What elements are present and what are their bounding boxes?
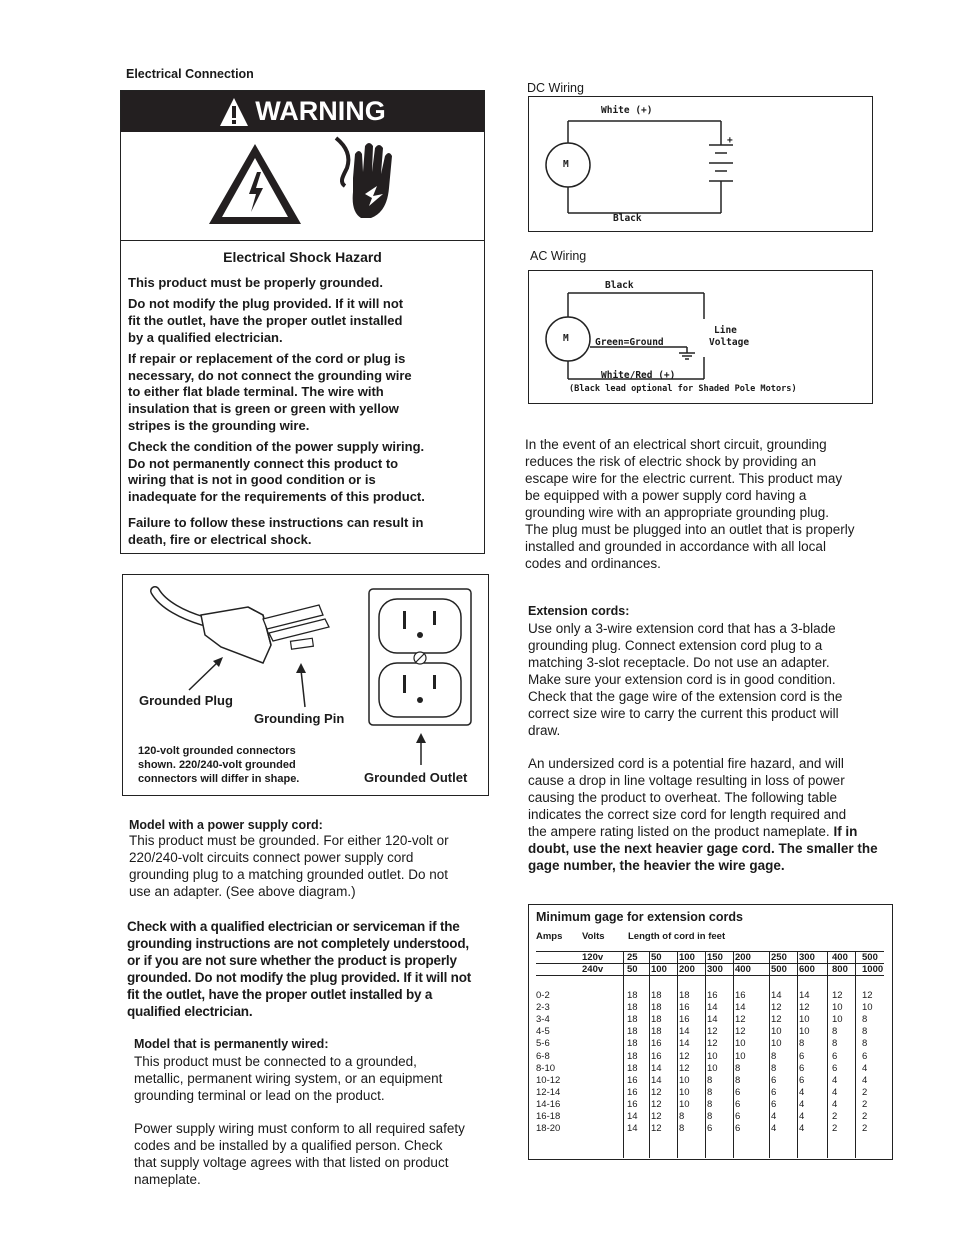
gage-cell: 2: [832, 1111, 838, 1122]
text-line: Check with a qualified electrician or serviceman if the: [127, 919, 460, 934]
text-line: use an adapter. (See above diagram.): [129, 884, 356, 899]
gage-cell: 12: [679, 1062, 690, 1074]
warning-line: fit the outlet, have the proper outlet installed: [128, 313, 403, 328]
warning-label: WARNING: [255, 96, 386, 126]
ac-motor-label: M: [563, 333, 569, 344]
gage-cell: 12: [707, 1038, 718, 1050]
gage-cell: 18: [651, 1002, 662, 1014]
text-line: be equipped with a power supply cord having a: [525, 488, 807, 503]
text-line: grounded. Do not modify the plug provided. If it will not: [127, 970, 472, 985]
amps-cell: 2-3: [536, 1002, 550, 1014]
connector-note-line: connectors will differ in shape.: [138, 773, 300, 785]
gage-cell: 18: [627, 1062, 638, 1074]
ac-wiring-diagram: [528, 270, 873, 404]
gage-cell: 10: [771, 1038, 782, 1050]
text-line: reduces the risk of electric shock by providing an: [525, 454, 817, 469]
gage-cell: 8: [707, 1111, 713, 1122]
gage-cell: 12: [799, 1002, 810, 1014]
amps-cell: 18-20: [536, 1123, 561, 1135]
shock-hazard-icon: [121, 132, 484, 240]
length-120-cell: 500: [862, 952, 878, 963]
text-line: Use only a 3-wire extension cord that has a 3-blade: [528, 621, 836, 636]
volts-header: Volts: [582, 931, 605, 942]
gage-cell: 8: [771, 1062, 777, 1074]
gage-cell: 10: [832, 1002, 843, 1014]
grounded-plug-label: Grounded Plug: [139, 693, 233, 708]
dc-wiring-title: DC Wiring: [527, 81, 584, 95]
table-column-divider: [827, 951, 828, 1158]
gage-cell: 2: [862, 1123, 868, 1135]
hand-shock-icon: [336, 138, 392, 218]
gage-cell: 14: [679, 1038, 690, 1050]
gage-cell: 4: [771, 1111, 777, 1122]
dc-wiring-diagram: [528, 96, 873, 232]
gage-cell: 16: [651, 1038, 662, 1050]
text-line: [528, 823, 878, 840]
amps-cell: 12-14: [536, 1086, 561, 1098]
text-line: The plug must be plugged into an outlet that is properly: [525, 522, 855, 537]
table-column-divider: [733, 951, 734, 1158]
text-line: cause a drop in line voltage resulting in loss of power: [528, 773, 845, 788]
warning-line: If repair or replacement of the cord or plug is: [128, 351, 406, 366]
dc-circuit: [529, 97, 872, 231]
gage-cell: 2: [862, 1098, 868, 1110]
warning-line: insulation that is green or green with yellow: [128, 401, 399, 416]
gage-cell: 4: [771, 1123, 777, 1135]
text-line: gage number, the heavier the wire gage.: [528, 858, 785, 873]
gage-cell: 4: [832, 1074, 838, 1086]
power-cord-title: Model with a power supply cord:: [129, 818, 323, 832]
gage-table: [528, 904, 893, 1160]
gage-cell: 10: [735, 1038, 746, 1050]
gage-cell: 6: [832, 1062, 838, 1074]
length-240-cell: 1000: [862, 964, 884, 975]
gage-cell: 4: [799, 1098, 805, 1110]
gage-cell: 2: [832, 1123, 838, 1135]
warning-line: Do not modify the plug provided. If it will not: [128, 296, 404, 311]
length-240-cell: 200: [679, 964, 695, 975]
gage-cell: 12: [832, 990, 843, 1001]
gage-cell: 8: [832, 1038, 838, 1050]
gage-cell: 4: [799, 1086, 805, 1098]
gage-cell: 6: [832, 1050, 838, 1062]
length-240-cell: 400: [735, 964, 751, 975]
gage-cell: 6: [799, 1062, 805, 1074]
gage-cell: 4: [799, 1123, 805, 1135]
warning-line: stripes is the grounding wire.: [128, 418, 310, 433]
gage-cell: 12: [651, 1086, 662, 1098]
gage-cell: 12: [771, 1002, 782, 1014]
amps-header: Amps: [536, 931, 563, 942]
gage-cell: 12: [735, 1026, 746, 1038]
gage-cell: 14: [627, 1123, 638, 1135]
gage-cell: 10: [679, 1086, 690, 1098]
warning-icons: [121, 132, 484, 241]
text-line: Make sure your extension cord is in good condition.: [528, 672, 836, 687]
volts-120: 120v: [582, 952, 604, 963]
text-line: nameplate.: [134, 1172, 201, 1187]
length-120-cell: 300: [799, 952, 815, 963]
gage-cell: 16: [627, 1098, 638, 1110]
gage-cell: 4: [832, 1098, 838, 1110]
length-120-cell: 50: [651, 952, 662, 963]
text-span: the ampere rating listed on the product nameplate.: [528, 824, 834, 839]
gage-cell: 6: [735, 1111, 741, 1122]
amps-cell: 4-5: [536, 1026, 550, 1038]
length-240-cell: 800: [832, 964, 848, 975]
text-line: correct size wire to carry the current this product will: [528, 706, 839, 721]
text-line: This product must be grounded. For either 120-volt or: [129, 833, 449, 848]
bold-span: If in: [833, 824, 858, 839]
text-line: In the event of an electrical short circuit, grounding: [525, 437, 827, 452]
supply-wiring-text: [134, 1120, 465, 1188]
perm-wired-title: Model that is permanently wired:: [134, 1037, 329, 1051]
gage-cell: 4: [862, 1062, 868, 1074]
table-column-divider: [623, 951, 624, 1158]
text-line: draw.: [528, 723, 561, 738]
gage-cell: 2: [862, 1111, 868, 1122]
gage-cell: 6: [771, 1098, 777, 1110]
gage-cell: 10: [862, 1002, 873, 1014]
text-line: 220/240-volt circuits connect power supply cord: [129, 850, 414, 865]
perm-wired-text: [134, 1053, 442, 1104]
table-column-divider: [677, 951, 678, 1158]
table-column-divider: [797, 951, 798, 1158]
extension-cords-title: Extension cords:: [528, 604, 630, 618]
gage-cell: 6: [735, 1086, 741, 1098]
text-line: grounding instructions are not completely understood,: [127, 936, 469, 951]
warning-line: Check the condition of the power supply wiring.: [128, 439, 425, 454]
gage-cell: 18: [627, 1038, 638, 1050]
gage-cell: 4: [832, 1086, 838, 1098]
amps-cell: 10-12: [536, 1074, 561, 1086]
gage-cell: 16: [735, 990, 746, 1001]
warning-triangle-icon: [219, 96, 249, 128]
text-line: indicates the correct size cord for length required and: [528, 807, 847, 822]
dc-plus-label: +: [727, 135, 733, 146]
gage-cell: 10: [707, 1050, 718, 1062]
ac-wiring-title: AC Wiring: [530, 249, 587, 263]
connector-note-line: 120-volt grounded connectors: [138, 745, 296, 757]
text-line: grounding plug. Connect extension cord plug to a: [528, 638, 823, 653]
undersized-cord-text: [528, 755, 878, 874]
text-line: matching 3-slot receptacle. Do not use an adapter.: [528, 655, 830, 670]
text-line: escape wire for the electric current. This product may: [525, 471, 843, 486]
gage-cell: 6: [707, 1123, 713, 1135]
table-title: Minimum gage for extension cords: [536, 910, 743, 924]
gage-cell: 6: [799, 1050, 805, 1062]
gage-cell: 12: [862, 990, 873, 1001]
gage-cell: 8: [862, 1014, 868, 1026]
gage-cell: 8: [799, 1038, 805, 1050]
gage-cell: 8: [862, 1038, 868, 1050]
length-240-cell: 100: [651, 964, 667, 975]
gage-cell: 12: [651, 1098, 662, 1110]
warning-line: This product must be properly grounded.: [128, 275, 383, 290]
text-line: codes and ordinances.: [525, 556, 661, 571]
text-line: Check that the gage wire of the extension cord is the: [528, 689, 843, 704]
amps-cell: 14-16: [536, 1098, 561, 1110]
text-line: This product must be connected to a grounded,: [134, 1054, 417, 1069]
gage-cell: 10: [771, 1026, 782, 1038]
gage-cell: 14: [799, 990, 810, 1001]
gage-cell: 12: [651, 1123, 662, 1135]
gage-cell: 14: [627, 1111, 638, 1122]
gage-cell: 12: [707, 1026, 718, 1038]
length-240-cell: 600: [799, 964, 815, 975]
warning-line: inadequate for the requirements of this product.: [128, 489, 425, 504]
volts-240: 240v: [582, 964, 604, 975]
length-120-cell: 25: [627, 952, 638, 963]
gage-cell: 18: [651, 1014, 662, 1026]
gage-cell: 18: [627, 1002, 638, 1014]
gage-cell: 10: [707, 1062, 718, 1074]
gage-cell: 8: [707, 1074, 713, 1086]
ac-green-label: Green=Ground: [595, 337, 664, 348]
hazard-title: Electrical Shock Hazard: [223, 249, 382, 265]
amps-cell: 8-10: [536, 1062, 556, 1074]
gage-cell: 18: [651, 1026, 662, 1038]
text-line: doubt, use the next heavier gage cord. The smaller the: [528, 841, 878, 856]
gage-cell: 18: [627, 990, 638, 1001]
gage-cell: 16: [679, 1014, 690, 1026]
text-line: Power supply wiring must conform to all required safety: [134, 1121, 465, 1136]
gage-cell: 6: [735, 1098, 741, 1110]
dc-white-label: White (+): [601, 105, 653, 116]
length-240-cell: 500: [771, 964, 787, 975]
gage-cell: 6: [735, 1123, 741, 1135]
gage-cell: 12: [735, 1014, 746, 1026]
gage-cell: 6: [771, 1086, 777, 1098]
gage-cell: 18: [627, 1050, 638, 1062]
table-column-divider: [705, 951, 706, 1158]
length-header: Length of cord in feet: [628, 931, 726, 942]
gage-cell: 12: [679, 1050, 690, 1062]
gage-cell: 4: [862, 1074, 868, 1086]
gage-cell: 8: [707, 1098, 713, 1110]
amps-cell: 6-8: [536, 1050, 550, 1062]
ac-black-label: Black: [605, 280, 634, 291]
gage-cell: 14: [707, 1002, 718, 1014]
warning-box: [120, 90, 485, 554]
gage-cell: 10: [799, 1026, 810, 1038]
gage-cell: 8: [679, 1123, 685, 1135]
gage-cell: 8: [771, 1050, 777, 1062]
text-line: installed and grounded in accordance with all local: [525, 539, 826, 554]
gage-cell: 8: [735, 1062, 741, 1074]
length-120-cell: 200: [735, 952, 751, 963]
length-120-cell: 150: [707, 952, 723, 963]
ac-note: (Black lead optional for Shaded Pole Motors): [569, 384, 797, 394]
text-line: grounding terminal or lead on the product.: [134, 1088, 385, 1103]
warning-line: wiring that is not in good condition or is: [128, 472, 376, 487]
text-line: metallic, permanent wiring system, or an equipment: [134, 1071, 443, 1086]
grounding-text: [525, 436, 854, 572]
electrical-connection-title: Electrical Connection: [126, 67, 254, 81]
amps-cell: 5-6: [536, 1038, 550, 1050]
ac-white-red-label: White/Red (+): [601, 370, 676, 381]
gage-cell: 8: [735, 1074, 741, 1086]
gage-cell: 12: [771, 1014, 782, 1026]
warning-line: necessary, do not connect the grounding wire: [128, 368, 412, 383]
gage-cell: 10: [832, 1014, 843, 1026]
ac-line-label: Line: [714, 325, 737, 336]
warning-line: by a qualified electrician.: [128, 330, 283, 345]
length-120-cell: 250: [771, 952, 787, 963]
warning-line: to either flat blade terminal. The wire with: [128, 384, 384, 399]
table-column-divider: [769, 951, 770, 1158]
gage-cell: 14: [707, 1014, 718, 1026]
connector-note-line: shown. 220/240-volt grounded: [138, 759, 296, 771]
gage-cell: 18: [651, 990, 662, 1001]
text-line: or if you are not sure whether the product is properly: [127, 953, 457, 968]
grounded-outlet-label: Grounded Outlet: [364, 770, 468, 785]
table-body: [529, 905, 892, 1159]
gage-cell: 16: [627, 1074, 638, 1086]
ac-voltage-label: Voltage: [709, 337, 750, 348]
amps-cell: 3-4: [536, 1014, 550, 1026]
qualified-electrician-note: [127, 918, 471, 1020]
gage-cell: 14: [651, 1074, 662, 1086]
warning-line: death, fire or electrical shock.: [128, 532, 312, 547]
table-column-divider: [855, 951, 856, 1158]
gage-cell: 8: [832, 1026, 838, 1038]
gage-cell: 6: [771, 1074, 777, 1086]
power-cord-text: [129, 832, 449, 900]
extension-text: [528, 620, 842, 739]
gage-cell: 8: [862, 1026, 868, 1038]
gage-cell: 18: [627, 1014, 638, 1026]
amps-cell: 16-18: [536, 1111, 561, 1122]
gage-cell: 16: [651, 1050, 662, 1062]
gage-cell: 14: [771, 990, 782, 1001]
text-line: causing the product to overheat. The following table: [528, 790, 837, 805]
text-line: fit the outlet, have the proper outlet installed by a: [127, 987, 433, 1002]
warning-banner: [121, 91, 484, 132]
text-line: grounding wire with an appropriate grounding plug.: [525, 505, 829, 520]
length-120-cell: 100: [679, 952, 695, 963]
text-line: codes and be installed by a qualified person. Check: [134, 1138, 443, 1153]
gage-cell: 16: [627, 1086, 638, 1098]
gage-cell: 14: [651, 1062, 662, 1074]
text-line: An undersized cord is a potential fire hazard, and will: [528, 756, 844, 771]
gage-cell: 6: [862, 1050, 868, 1062]
grounding-pin-label: Grounding Pin: [254, 711, 345, 726]
gage-cell: 8: [707, 1086, 713, 1098]
length-240-cell: 300: [707, 964, 723, 975]
gage-cell: 14: [679, 1026, 690, 1038]
gage-cell: 18: [627, 1026, 638, 1038]
gage-cell: 14: [735, 1002, 746, 1014]
plug-diagram: [122, 574, 489, 796]
length-240-cell: 50: [627, 964, 638, 975]
text-line: grounding plug to a matching grounded outlet. Do not: [129, 867, 448, 882]
length-120-cell: 400: [832, 952, 848, 963]
text-line: that supply voltage agrees with that listed on product: [134, 1155, 449, 1170]
gage-cell: 4: [799, 1111, 805, 1122]
dc-motor-label: M: [563, 159, 569, 170]
gage-cell: 16: [679, 1002, 690, 1014]
table-column-divider: [649, 951, 650, 1158]
connector-note: [138, 744, 299, 786]
gage-cell: 8: [679, 1111, 685, 1122]
gage-cell: 10: [679, 1074, 690, 1086]
gage-cell: 10: [735, 1050, 746, 1062]
gage-cell: 2: [862, 1086, 868, 1098]
gage-cell: 16: [707, 990, 718, 1001]
gage-cell: 12: [651, 1111, 662, 1122]
dc-black-label: Black: [613, 213, 642, 224]
amps-cell: 0-2: [536, 990, 550, 1001]
gage-cell: 6: [799, 1074, 805, 1086]
gage-cell: 10: [799, 1014, 810, 1026]
gage-cell: 18: [679, 990, 690, 1001]
warning-line: Do not permanently connect this product to: [128, 456, 399, 471]
text-line: qualified electrician.: [127, 1004, 253, 1019]
gage-cell: 10: [679, 1098, 690, 1110]
warning-line: Failure to follow these instructions can result in: [128, 515, 424, 530]
